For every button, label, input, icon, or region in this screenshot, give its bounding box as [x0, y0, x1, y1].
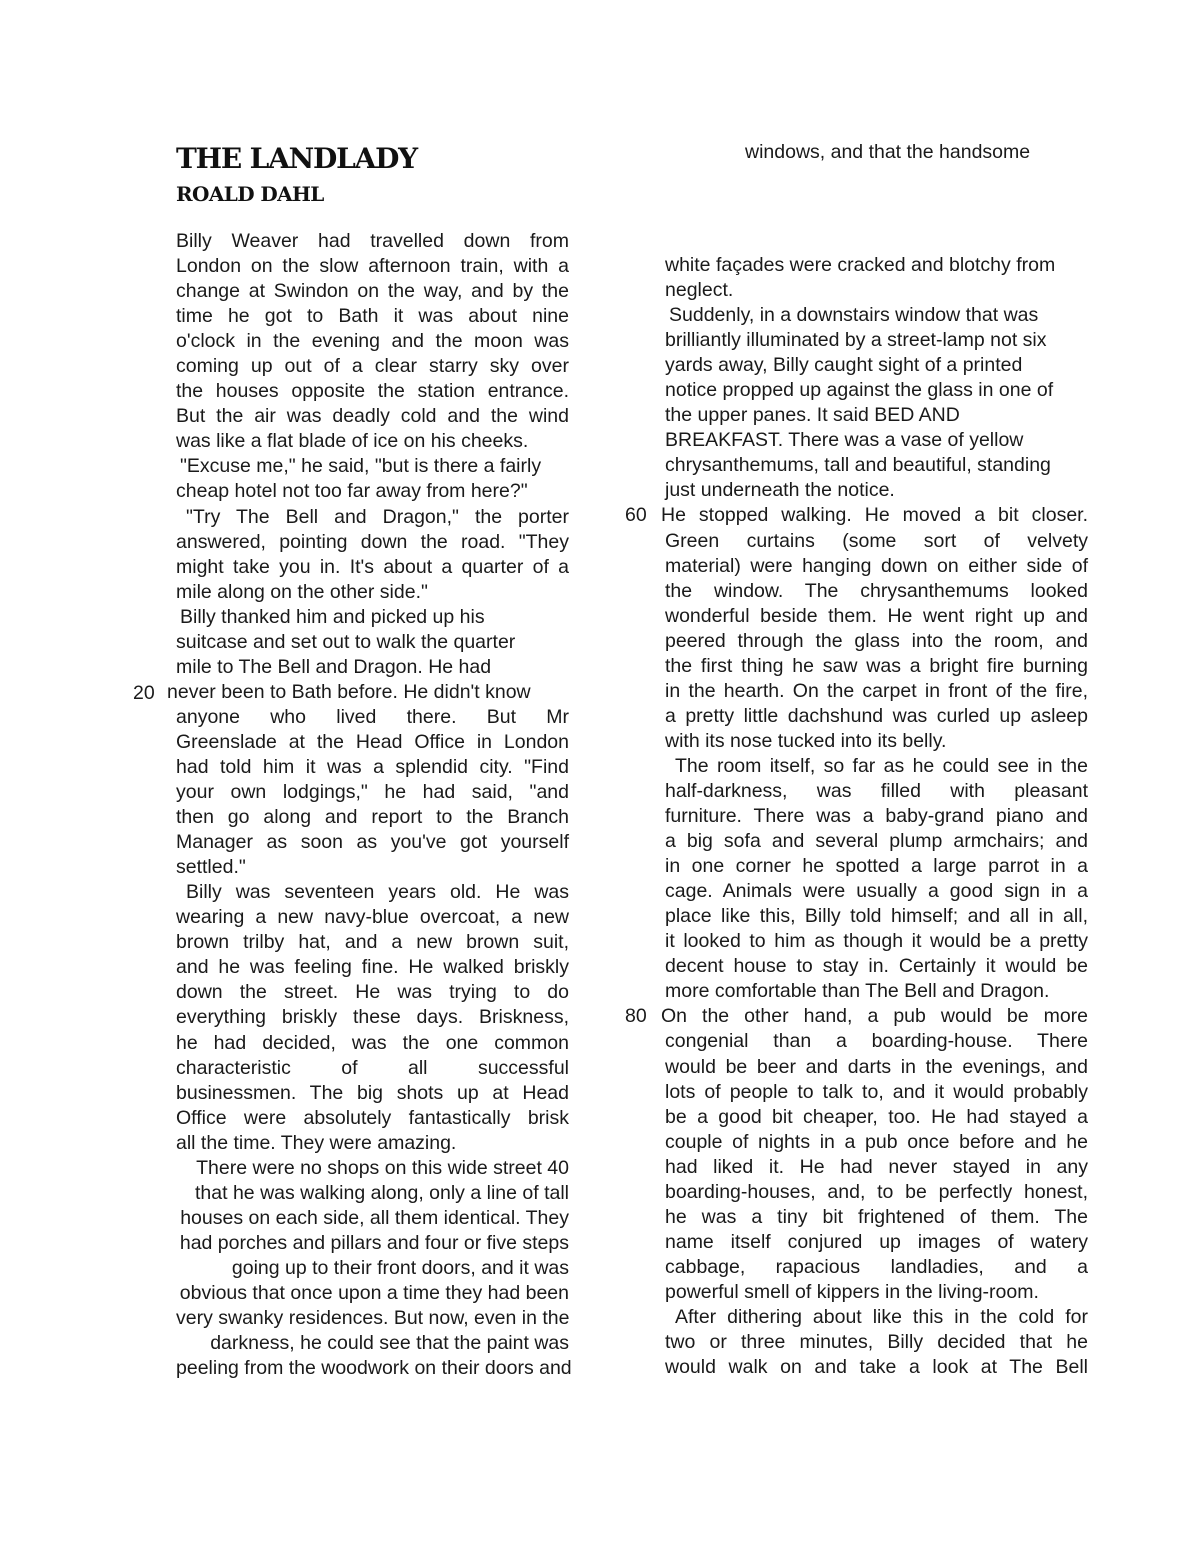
- text-line: But the air was deadly cold and the wind: [176, 405, 569, 428]
- text-line: white façades were cracked and blotchy from: [665, 254, 1056, 276]
- text-line: he had decided, was the one common: [176, 1031, 569, 1054]
- left-text-column: [167, 229, 572, 1381]
- text-line: o'clock in the evening and the moon was: [176, 330, 569, 353]
- text-line: businessmen. The big shots up at Head: [176, 1081, 569, 1104]
- text-line: then go along and report to the Branch: [176, 806, 569, 829]
- text-line: that he was walking along, only a line of tall: [195, 1181, 569, 1204]
- text-line: Suddenly, in a downstairs window that was: [669, 304, 1039, 327]
- text-line: He stopped walking. He moved a bit closer.: [661, 504, 1088, 527]
- text-line: yards away, Billy caught sight of a printed: [665, 354, 1023, 377]
- text-line: darkness, he could see that the paint was: [210, 1332, 569, 1355]
- text-line: brilliantly illuminated by a street-lamp not six: [665, 329, 1047, 352]
- text-line: Green curtains (some sort of velvety: [665, 529, 1088, 552]
- text-line: had porches and pillars and four or five steps: [179, 1231, 569, 1254]
- text-line: the first thing he saw was a bright fire burning: [665, 654, 1088, 677]
- text-line: cage. Animals were usually a good sign in a: [665, 880, 1088, 903]
- text-line: London on the slow afternoon train, with a: [176, 255, 569, 278]
- text-line: congenial than a boarding-house. There: [665, 1030, 1088, 1053]
- text-line: "Excuse me," he said, "but is there a fairly: [180, 455, 542, 478]
- text-line: a big sofa and several plump armchairs; and: [665, 830, 1088, 853]
- text-line: would be beer and darts in the evenings, and: [665, 1055, 1088, 1078]
- text-line: two or three minutes, Billy decided that he: [665, 1331, 1088, 1354]
- text-line: the window. The chrysanthemums looked: [665, 579, 1088, 602]
- text-line: anyone who lived there. But Mr: [176, 705, 569, 728]
- text-line: it looked to him as though it would be a pretty: [665, 930, 1088, 953]
- text-line: down the street. He was trying to do: [176, 981, 569, 1004]
- text-line: peeling from the woodwork on their doors and: [176, 1357, 572, 1380]
- text-line: decent house to stay in. Certainly it would be: [665, 955, 1088, 978]
- text-line: name itself conjured up images of watery: [665, 1230, 1088, 1253]
- text-line: cabbage, rapacious landladies, and a: [665, 1255, 1088, 1278]
- line-number-20: 20: [133, 682, 155, 704]
- text-line: brown trilby hat, and a new brown suit,: [176, 931, 569, 954]
- text-line: cheap hotel not too far away from here?": [176, 480, 528, 503]
- text-line: more comfortable than The Bell and Dragon.: [665, 980, 1050, 1003]
- text-line: time he got to Bath it was about nine: [176, 305, 569, 328]
- text-line: After dithering about like this in the cold for: [675, 1305, 1088, 1328]
- text-line: had liked it. He had never stayed in any: [665, 1155, 1088, 1178]
- text-line: never been to Bath before. He didn't know: [167, 680, 531, 703]
- text-line: half-darkness, was filled with pleasant: [665, 779, 1088, 802]
- text-line: wonderful beside them. He went right up and: [665, 604, 1088, 627]
- text-line: On the other hand, a pub would be more: [661, 1005, 1088, 1028]
- text-line: answered, pointing down the road. "They: [176, 530, 569, 553]
- text-line: "Try The Bell and Dragon," the porter: [186, 505, 569, 528]
- text-line: suitcase and set out to walk the quarter: [176, 630, 516, 653]
- text-line: couple of nights in a pub once before and he: [665, 1130, 1088, 1153]
- text-line: the upper panes. It said BED AND: [665, 404, 960, 427]
- text-line: a pretty little dachshund was curled up asleep: [665, 704, 1088, 727]
- text-line: wearing a new navy-blue overcoat, a new: [176, 906, 569, 929]
- text-line: neglect.: [665, 279, 734, 302]
- text-line: with its nose tucked into its belly.: [665, 729, 947, 752]
- text-line: place like this, Billy told himself; and all in all,: [665, 905, 1088, 928]
- story-author: ROALD DAHL: [176, 182, 324, 206]
- text-line: There were no shops on this wide street 40: [196, 1156, 569, 1179]
- text-line: just underneath the notice.: [665, 479, 895, 502]
- text-line: Billy Weaver had travelled down from: [176, 230, 569, 252]
- text-line: had told him it was a splendid city. "Find: [176, 755, 569, 778]
- text-line: powerful smell of kippers in the living-room.: [665, 1280, 1039, 1303]
- text-line: chrysanthemums, tall and beautiful, standing: [665, 454, 1051, 477]
- text-line: lots of people to talk to, and it would probably: [665, 1080, 1088, 1103]
- text-line: in one corner he spotted a large parrot in a: [665, 855, 1088, 878]
- text-line: would walk on and take a look at The Bell: [665, 1356, 1088, 1379]
- text-line: material) were hanging down on either side of: [665, 554, 1088, 577]
- text-line: peered through the glass into the room, and: [665, 629, 1088, 652]
- text-line: change at Swindon on the way, and by the: [176, 280, 569, 303]
- text-line: Greenslade at the Head Office in London: [176, 730, 569, 753]
- text-line: characteristic of all successful: [176, 1056, 569, 1079]
- text-line: very swanky residences. But now, even in the: [176, 1307, 570, 1330]
- text-line: be a good bit cheaper, too. He had stayed a: [665, 1105, 1088, 1128]
- text-line: Manager as soon as you've got yourself: [176, 831, 569, 854]
- text-line: and he was feeling fine. He walked briskly: [176, 956, 569, 979]
- text-line: going up to their front doors, and it was: [231, 1256, 569, 1279]
- line-number-80: 80: [625, 1005, 647, 1027]
- text-line: obvious that once upon a time they had been: [179, 1281, 569, 1304]
- text-line: boarding-houses, and, to be perfectly honest,: [665, 1180, 1088, 1203]
- text-line: coming up out of a clear starry sky over: [176, 355, 569, 378]
- text-line: notice propped up against the glass in one of: [665, 379, 1054, 402]
- text-line: everything briskly these days. Briskness,: [176, 1006, 569, 1029]
- text-line: mile to The Bell and Dragon. He had: [176, 655, 492, 678]
- text-line: Office were absolutely fantastically brisk: [176, 1106, 569, 1129]
- text-line: in the hearth. On the carpet in front of the fire,: [665, 679, 1088, 702]
- text-line: furniture. There was a baby-grand piano and: [665, 805, 1088, 828]
- text-line: mile along on the other side.": [176, 580, 428, 603]
- text-line: BREAKFAST. There was a vase of yellow: [665, 429, 1024, 452]
- text-line: houses on each side, all them identical. They: [180, 1206, 569, 1229]
- text-line: your own lodgings," he had said, "and: [176, 781, 569, 804]
- text-line: was like a flat blade of ice on his cheeks.: [176, 430, 529, 453]
- text-line: he was a tiny bit frightened of them. The: [665, 1205, 1088, 1228]
- text-line: The room itself, so far as he could see in the: [675, 754, 1088, 777]
- line-number-60: 60: [625, 504, 647, 526]
- text-line: might take you in. It's about a quarter of a: [176, 555, 569, 578]
- text-line: all the time. They were amazing.: [176, 1131, 457, 1154]
- right-text-column: [661, 253, 1088, 1380]
- text-line: settled.": [176, 856, 246, 879]
- story-title: THE LANDLADY: [176, 142, 417, 175]
- right-column-first-line: windows, and that the handsome: [745, 141, 1031, 163]
- text-line: the houses opposite the station entrance.: [176, 380, 569, 403]
- text-line: Billy thanked him and picked up his: [180, 605, 485, 628]
- text-line: Billy was seventeen years old. He was: [186, 881, 569, 904]
